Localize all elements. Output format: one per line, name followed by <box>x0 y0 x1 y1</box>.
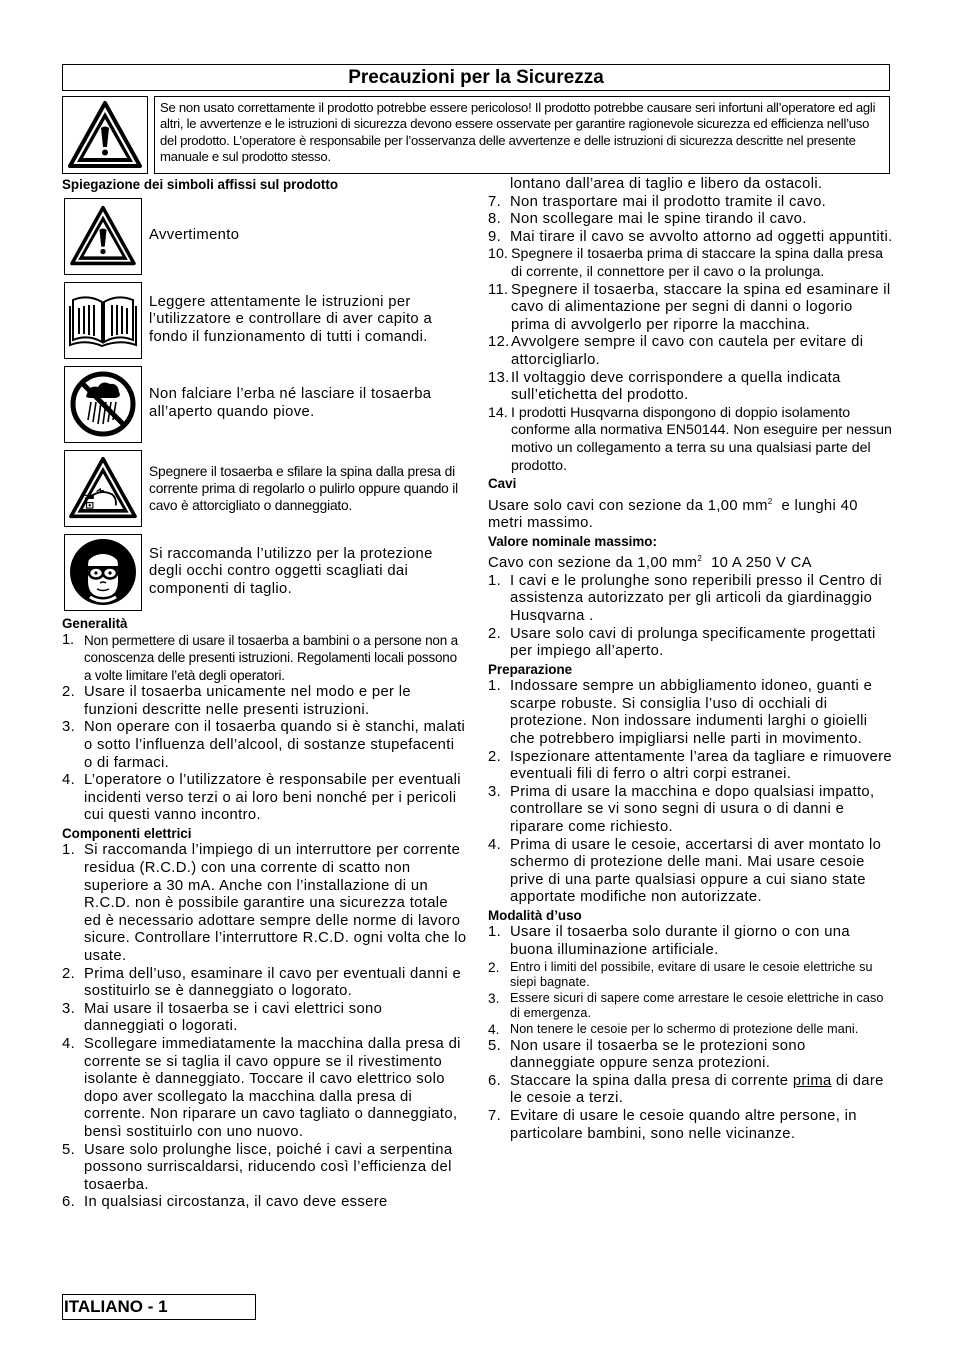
eye-protection-icon <box>64 534 142 611</box>
page-title: Precauzioni per la Sicurezza <box>62 64 890 91</box>
list-item: 7. Non trasportare mai il prodotto tramite il cavo. <box>488 193 827 210</box>
cavi-heading: Cavi <box>488 476 517 492</box>
safety-intro-text: Se non usato correttamente il prodotto potrebbe essere pericoloso! Il prodotto potrebbe causare seri infortuni all’operatore ed agli altri, le avvertenze e le istruzioni di sicurezza devono essere osservate per garantire ragionevole sicurezza ed efficienza nell’uso del prodotto. L’operatore è responsabile per l’osservanza delle avvertenze e delle istruzioni di sicurezza descritte nel presente manuale e sul prodotto stesso. <box>154 96 890 174</box>
preparazione-list <box>488 678 893 907</box>
list-item: 3. Essere sicuri di sapere come arrestare le cesoie elettriche in caso di emergenza. <box>488 990 884 1021</box>
list-item: 1. Si raccomanda l’impiego di un interruttore per corrente residua (R.C.D.) con una corrente di scatto non superiore a 30 mA. Anche con l’installazione di un R.C.D. non è possibile garantire una sicurezza totale ed è necessario adottare sempre delle norme di lavoro sicure. Controllare l’interruttore R.C.D. ogni volta che lo usate. <box>62 842 467 965</box>
list-item: 10. Spegnere il tosaerba prima di staccare la spina dalla presa di corrente, il connettore per il cavo o la prolunga. <box>488 246 884 280</box>
list-item: 2. Ispezionare attentamente l’area da tagliare e rimuovere eventuali fili di ferro o altri corpi estranei. <box>488 748 892 783</box>
list-item: 7. Evitare di usare le cesoie quando altre persone, in particolare bambini, sono nelle vicinanze. <box>488 1107 857 1142</box>
list-item: 5. Non usare il tosaerba se le protezioni sono danneggiate oppure senza protezioni. <box>488 1037 806 1072</box>
read-manual-book-icon <box>64 282 142 359</box>
list-item: 4. L’operatore o l’utilizzatore è responsabile per eventuali incidenti verso terzi o ai loro beni nonché per i pericoli cui questi vanno incontro. <box>62 772 461 824</box>
preparazione-heading: Preparazione <box>488 661 573 677</box>
componenti-list-continued <box>488 194 893 476</box>
list-item: 2. Entro i limiti del possibile, evitare di usare le cesoie elettriche su siepi bagnate. <box>488 959 873 990</box>
symbol-description: Non falciare l’erba né lasciare il tosaerba all’aperto quando piove. <box>149 386 432 420</box>
generalita-heading: Generalità <box>62 615 128 631</box>
warning-triangle-icon <box>64 198 142 275</box>
symbol-description: Leggere attentamente le istruzioni per l’utilizzatore e controllare di aver capito a fondo il funzionamento di tutti i comandi. <box>149 293 433 345</box>
cavi-text: Usare solo cavi con sezione da 1,00 $mm^2$ e lunghi 40 metri massimo. <box>488 496 863 532</box>
symbol-row <box>62 198 467 282</box>
page-footer: ITALIANO - 1 <box>62 1294 256 1320</box>
symbol-row <box>62 366 467 450</box>
list-item: 9. Mai tirare il cavo se avvolto attorno ad oggetti appuntiti. <box>488 228 893 245</box>
unplug-warning-icon <box>64 450 142 527</box>
list-item: 12. Avvolgere sempre il cavo con cautela per evitare di attorcigliarlo. <box>488 334 864 368</box>
componenti-heading: Componenti elettrici <box>62 825 192 841</box>
generalita-list <box>62 632 467 825</box>
list-item: 6. In qualsiasi circostanza, il cavo deve essere <box>62 1194 388 1211</box>
list-item: 4. Scollegare immediatamente la macchina dalla presa di corrente se si taglia il cavo oppure se il rivestimento isolante è danneggiato. Toccare il cavo elettrico solo dopo aver scollegato la macchina dalla presa di corrente. Non riparare un cavo tagliato o danneggiato, bensì sostituirlo con uno nuovo. <box>62 1036 461 1140</box>
modalita-heading: Modalità d’uso <box>488 907 582 923</box>
list-item: 13. Il voltaggio deve corrispondere a quella indicata sull’etichetta del prodotto. <box>488 369 841 404</box>
symbol-row <box>62 534 467 618</box>
list-item: 4. Prima di usare le cesoie, accertarsi di aver montato lo schermo di protezione delle mani. Mai usare cesoie prive di una parte qualsiasi oppure a cui siano state apportate modifiche non autorizzate. <box>488 836 882 906</box>
list-item-continuation: lontano dall’area di taglio e libero da ostacoli. <box>510 176 823 192</box>
list-item: 3. Non operare con il tosaerba quando si è stanchi, malati o sotto l’influenza dell’alcool, di sostanze stupefacenti o di farmaci. <box>62 719 466 771</box>
list-item: 8. Non scollegare mai le spine tirando il cavo. <box>488 211 807 228</box>
valore-list <box>488 573 893 661</box>
list-item: 1. Usare il tosaerba solo durante il giorno o con una buona illuminazione artificiale. <box>488 924 850 958</box>
list-item: 2. Prima dell’uso, esaminare il cavo per eventuali danni e sostituirlo se è danneggiato o logorato. <box>62 965 462 1000</box>
list-item: 3. Prima di usare la macchina e dopo qualsiasi impatto, controllare se vi sono segni di usura o di danni e riparare come richiesto. <box>488 783 875 835</box>
list-item: 1. Indossare sempre un abbigliamento idoneo, guanti e scarpe robuste. Si consiglia l’uso di occhiali di protezione. Non indossare indumenti larghi o gioielli che potrebbero impigliarsi nelle parti in movimento. <box>488 678 873 747</box>
list-item: 4. Non tenere le cesoie per lo schermo di protezione delle mani. <box>488 1021 859 1037</box>
symbol-description: Si raccomanda l’utilizzo per la protezione degli occhi contro oggetti scagliati dai componenti di taglio. <box>149 545 433 597</box>
right-column <box>488 176 893 1143</box>
symbol-description: Spegnere il tosaerba e sfilare la spina dalla presa di corrente prima di regolarlo o pulirlo oppure quando il cavo è attorcigliato o danneggiato. <box>149 463 459 513</box>
left-column <box>62 176 467 1212</box>
symbol-description: Avvertimento <box>149 227 240 244</box>
componenti-list <box>62 842 467 1211</box>
valore-text: Cavo con sezione da 1,00 $mm^2$ 10 A 250 V CA <box>488 554 812 572</box>
list-item: 14. I prodotti Husqvarna dispongono di doppio isolamento conforme alla normativa EN50144. Non eseguire per nessun motivo un collegamento a terra su una qualsiasi parte del prodotto. <box>488 404 892 474</box>
list-item: 1. Non permettere di usare il tosaerba a bambini o a persone non a conoscenza delle presenti istruzioni. Regolamenti locali possono a volte limitare l’età degli operatori. <box>62 632 458 683</box>
list-item: 3. Mai usare il tosaerba se i cavi elettrici sono danneggiati o logorati. <box>62 1000 383 1035</box>
list-item: 5. Usare solo prolunghe lisce, poiché i cavi a serpentina possono surriscaldarsi, riducendo così l’efficienza del tosaerba. <box>62 1141 453 1193</box>
list-item: 11. Spegnere il tosaerba, staccare la spina ed esaminare il cavo di alimentazione per segni di danni o logorio prima di avvolgerlo per riporre la macchina. <box>488 281 891 333</box>
warning-triangle-icon <box>62 96 148 174</box>
no-rain-icon <box>64 366 142 443</box>
list-item: 2. Usare il tosaerba unicamente nel modo e per le funzioni descritte nelle presenti istruzioni. <box>62 684 412 718</box>
symbol-row <box>62 282 467 366</box>
list-item: 1. I cavi e le prolunghe sono reperibili presso il Centro di assistenza autorizzato per gli articoli da giardinaggio Husqvarna . <box>488 572 882 624</box>
list-item: 6. Staccare la spina dalla presa di corrente prima di dare le cesoie a terzi. <box>488 1072 889 1107</box>
valore-heading: Valore nominale massimo: <box>488 533 657 549</box>
list-item: 2. Usare solo cavi di prolunga specificamente progettati per impiego all’aperto. <box>488 625 876 660</box>
symbols-heading: Spiegazione dei simboli affissi sul prodotto <box>62 177 339 192</box>
symbol-row <box>62 450 467 534</box>
modalita-list <box>488 924 893 1143</box>
